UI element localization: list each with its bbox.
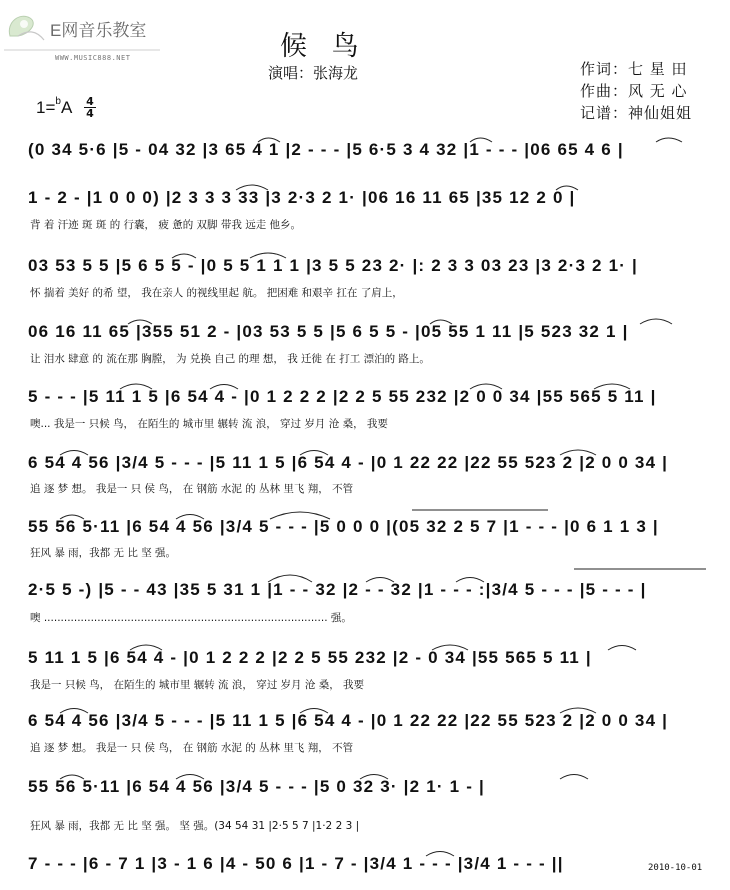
score-line-11: 55 56 5·11 |6 54 4 56 |3/4 5 - - - |5 0 32 3· |2 1· 1 - | (28, 777, 485, 796)
score-line-1: (0 34 5·6 |5 - 04 32 |3 65 4 1 |2 - - - |5 6·5 3 4 32 |1 - - - |06 65 4 6 | (28, 140, 624, 159)
score-line-12: 7 - - - |6 - 7 1 |3 - 1 6 |4 - 50 6 |1 - 7 - |3/4 1 - - - |3/4 1 - - - || (28, 854, 564, 873)
lyric-line-9: 我是一 只候 鸟， 在陌生的 城市里 辗转 流 浪， 穿过 岁月 沧 桑， 我要 (30, 679, 365, 691)
score-line-7: 55 56 5·11 |6 54 4 56 |3/4 5 - - - |5 0 0 0 |(05 32 2 5 7 |1 - - - |0 6 1 1 3 | (28, 517, 659, 536)
lyricist-credit: 作词：七 星 田 (580, 60, 688, 78)
score-line-8: 2·5 5 -) |5 - - 43 |35 5 31 1 |1 - - 32 |2 - - 32 |1 - - - :|3/4 5 - - - |5 - - - | (28, 580, 647, 599)
score-line-2: 1 - 2 - |1 0 0 0) |2 3 3 3 33 |3 2·3 2 1· |06 16 11 65 |35 12 2 0 | (28, 188, 576, 207)
logo-url: WWW.MUSIC888.NET (55, 54, 131, 62)
lyric-line-4: 让 泪水 肆意 的 流在那 胸膛， 为 兑换 自己 的理 想， 我 迁徙 在 打工 漂泊的 路上。 (30, 353, 430, 365)
lyric-line-8: 噢 ..................................................................................... 强。 (30, 612, 352, 624)
logo-text: E网音乐教室 (50, 21, 147, 40)
score-line-5: 5 - - - |5 11 1 5 |6 54 4 - |0 1 2 2 2 |2 2 5 55 232 |2 0 0 34 |55 565 5 11 | (28, 387, 657, 406)
lyric-line-2: 背 着 汗迹 斑 斑 的 行囊， 疲 惫的 双脚 带我 远走 他乡。 (30, 219, 302, 231)
score-line-10: 6 54 4 56 |3/4 5 - - - |5 11 1 5 |6 54 4 - |0 1 22 22 |22 55 523 2 |2 0 0 34 | (28, 711, 669, 730)
transcriber-credit: 记谱：神仙姐姐 (580, 104, 693, 122)
composer-credit: 作曲：风 无 心 (580, 82, 688, 100)
lyric-line-3: 怀 揣着 美好 的希 望， 我在亲人 的视线里起 航。 把困难 和艰辛 扛在 了肩上， (30, 287, 403, 299)
key-signature: 1=$^b$A (36, 96, 73, 117)
lyric-line-5: 噢... 我是一 只候 鸟， 在陌生的 城市里 辗转 流 浪， 穿过 岁月 沧 桑， 我要 (30, 418, 388, 430)
lyric-line-6: 追 逐 梦 想。 我是一 只 侯 鸟， 在 钢筋 水泥 的 丛林 里飞 翔， 不管 (30, 483, 354, 495)
time-signature: 4 4 (84, 96, 96, 119)
song-title: 候 鸟 (280, 31, 367, 62)
singer-credit: 演唱：张海龙 (268, 64, 359, 82)
score-line-6: 6 54 4 56 |3/4 5 - - - |5 11 1 5 |6 54 4 - |0 1 22 22 |22 55 523 2 |2 0 0 34 | (28, 453, 669, 472)
lyric-line-7: 狂风 暴 雨，我都 无 比 坚 强。 (30, 547, 177, 559)
score-line-9: 5 11 1 5 |6 54 4 - |0 1 2 2 2 |2 2 5 55 232 |2 - 0 34 |55 565 5 11 | (28, 648, 592, 667)
lyric-line-11: 狂风 暴 雨，我都 无 比 坚 强。 坚 强。(34 54 31 |2·5 5 7 |1·2 2 3 | (30, 820, 360, 832)
lyric-line-10: 追 逐 梦 想。 我是一 只 侯 鸟， 在 钢筋 水泥 的 丛林 里飞 翔， 不管 (30, 742, 354, 754)
score-line-4: 06 16 11 65 |355 51 2 - |03 53 5 5 |5 6 5 5 - |05 55 1 11 |5 523 32 1 | (28, 322, 629, 341)
score-line-3: 03 53 5 5 |5 6 5 5 - |0 5 5 1 1 1 |3 5 5 23 2· |: 2 3 3 03 23 |3 2·3 2 1· | (28, 256, 638, 275)
score-date: 2010-10-01 (648, 863, 703, 873)
